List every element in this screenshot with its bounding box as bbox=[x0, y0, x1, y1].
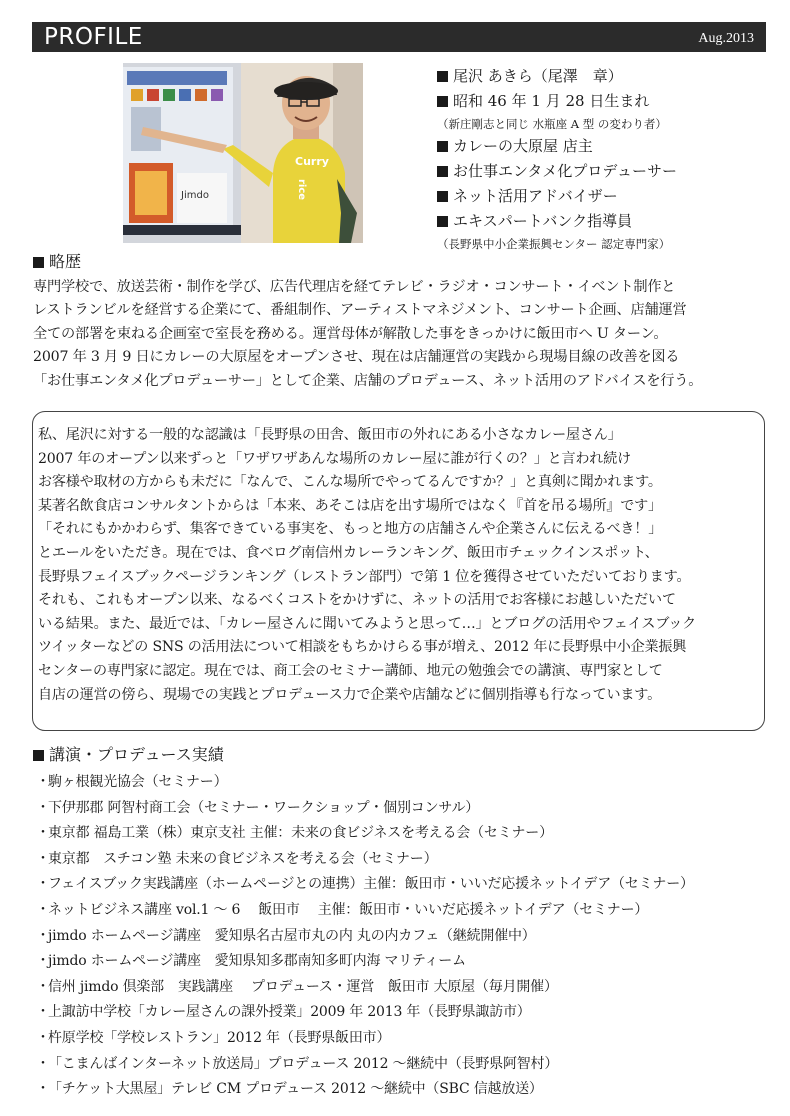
message-line: それも、これもオープン以来、なるべくコストをかけずに、ネットの活用でお客様にお越しいただいて bbox=[38, 592, 676, 609]
list-item: ・「こまんばインターネット放送局」プロデュース 2012 〜継続中（長野県阿智村） bbox=[36, 1052, 776, 1078]
career-line: 全ての部署を束ねる企画室で室長を務める。運営母体が解散した事をきっかけに飯田市へ U ターン。 bbox=[33, 325, 668, 342]
dot-bullet-icon: ・ bbox=[36, 774, 50, 790]
message-line: 「それにもかかわらず、集客できている事実を、もっと地方の店舗さんや企業さんに伝えるべき！」 bbox=[38, 521, 663, 538]
message-text bbox=[38, 424, 768, 707]
square-bullet-icon bbox=[437, 141, 448, 152]
square-bullet-icon bbox=[437, 216, 448, 227]
square-bullet-icon bbox=[437, 71, 448, 82]
dot-bullet-icon: ・ bbox=[36, 1029, 50, 1046]
header-date: Aug.2013 bbox=[698, 31, 754, 46]
message-line: 自店の運営の傍ら、現場での実践とプロデュース力で企業や店舗などに個別指導も行なっています。 bbox=[38, 686, 661, 703]
identity-note: （新庄剛志と同じ 水瓶座 A 型 の変わり者） bbox=[437, 117, 667, 131]
dot-bullet-icon: ・ bbox=[36, 927, 50, 944]
message-line: とエールをいただき。現在では、食べログ南信州カレーランキング、飯田市チェックインスポット、 bbox=[38, 544, 659, 561]
dot-bullet-icon: ・ bbox=[36, 1004, 50, 1021]
list-item: ・jimdo ホームページ講座 愛知県知多郡南知多町内海 マリティーム bbox=[36, 949, 776, 975]
profile-identity bbox=[437, 64, 767, 254]
dot-bullet-icon: ・ bbox=[36, 850, 50, 867]
screen-text: Jimdo bbox=[181, 190, 209, 201]
works-list bbox=[36, 770, 776, 1103]
list-item: ・上諏訪中学校「カレー屋さんの課外授業」2009 年 2013 年（長野県諏訪市） bbox=[36, 1000, 776, 1026]
identity-line: お仕事エンタメ化プロデューサー bbox=[437, 159, 767, 184]
list-item: ・東京都 福島工業（株）東京支社 主催：未来の食ビジネスを考える会（セミナー） bbox=[36, 821, 776, 847]
identity-line: 尾沢 あきら（尾澤 章） bbox=[437, 64, 767, 89]
list-item: ・「チケット大黒屋」テレビ CM プロデュース 2012 〜継続中（SBC 信越放送） bbox=[36, 1077, 776, 1103]
identity-note: （長野県中小企業振興センター 認定専門家） bbox=[437, 237, 671, 251]
dot-bullet-icon: ・ bbox=[36, 825, 50, 842]
shirt-text-rice: rice bbox=[296, 179, 307, 201]
career-line: 専門学校で、放送芸術・制作を学び、広告代理店を経てテレビ・ラジオ・コンサート・イベント制作と bbox=[33, 279, 676, 295]
dot-bullet-icon: ・ bbox=[36, 978, 50, 995]
career-text bbox=[33, 276, 773, 393]
career-line: 「お仕事エンタメ化プロデューサー」として企業、店舗のプロデュース、ネット活用のアドバイスを行う。 bbox=[33, 372, 703, 389]
list-item: ・信州 jimdo 倶楽部 実践講座 プロデュース・運営 飯田市 大原屋（毎月開催） bbox=[36, 975, 776, 1001]
message-line: 2007 年のオープン以来ずっと「ワザワザあんな場所のカレー屋に誰が行くの？」と言われ続け bbox=[38, 450, 631, 467]
career-line: 2007 年 3 月 9 日にカレーの大原屋をオープンさせ、現在は店舗運営の実践から現場目線の改善を図る bbox=[33, 349, 680, 366]
profile-header bbox=[32, 22, 766, 52]
profile-photo bbox=[123, 63, 363, 243]
square-bullet-icon bbox=[437, 191, 448, 202]
message-line: 某著名飲食店コンサルタントからは「本来、あそこは店を出す場所ではなく『首を吊る場所』です」 bbox=[38, 497, 662, 514]
message-line: お客様や取材の方からも未だに「なんで、こんな場所でやってるんですか？」と真剣に聞かれます。 bbox=[38, 474, 662, 491]
list-item: ・ネットビジネス講座 vol.1 〜 6 飯田市 主催：飯田市・いいだ応援ネットイデア（セミナー） bbox=[36, 898, 776, 924]
page-title: PROFILE bbox=[44, 24, 143, 50]
message-line: 私、尾沢に対する一般的な認識は「長野県の田舎、飯田市の外れにある小さなカレー屋さん」 bbox=[38, 427, 622, 443]
list-item: ・東京都 スチコン塾 未来の食ビジネスを考える会（セミナー） bbox=[36, 847, 776, 873]
identity-line: 昭和 46 年 1 月 28 日生まれ bbox=[437, 89, 767, 114]
square-bullet-icon bbox=[33, 257, 44, 268]
identity-line: ネット活用アドバイザー bbox=[437, 184, 767, 209]
list-item: ・駒ヶ根観光協会（セミナー） bbox=[36, 770, 776, 796]
dot-bullet-icon: ・ bbox=[36, 799, 50, 816]
dot-bullet-icon: ・ bbox=[36, 1081, 50, 1098]
message-line: いる結果。また、最近では、「カレー屋さんに聞いてみようと思って…」とブログの活用やフェイスブック bbox=[38, 615, 697, 632]
message-line: 長野県フェイスブックページランキング（レストラン部門）で第 1 位を獲得させていただいております。 bbox=[38, 568, 691, 585]
message-line: センターの専門家に認定。現在では、商工会のセミナー講師、地元の勉強会での講演、専門家として bbox=[38, 662, 663, 679]
message-line: ツイッターなどの SNS の活用法について相談をもちかけらる事が増え、2012 年に長野県中小企業振興 bbox=[38, 639, 687, 656]
career-heading: 略歴 bbox=[33, 252, 81, 272]
shirt-text-curry: Curry bbox=[295, 155, 329, 168]
works-heading: 講演・プロデュース実績 bbox=[33, 745, 224, 765]
dot-bullet-icon: ・ bbox=[36, 1055, 50, 1072]
square-bullet-icon bbox=[33, 750, 44, 761]
dot-bullet-icon: ・ bbox=[36, 901, 50, 918]
list-item: ・杵原学校「学校レストラン」2012 年（長野県飯田市） bbox=[36, 1026, 776, 1052]
dot-bullet-icon: ・ bbox=[36, 953, 50, 970]
dot-bullet-icon: ・ bbox=[36, 876, 50, 893]
square-bullet-icon bbox=[437, 96, 448, 107]
career-line: レストランビルを経営する企業にて、番組制作、アーティストマネジメント、コンサート企画、店舗運営 bbox=[33, 302, 687, 319]
identity-line: カレーの大原屋 店主 bbox=[437, 134, 767, 159]
list-item: ・フェイスブック実践講座（ホームページとの連携）主催：飯田市・いいだ応援ネットイデア（セミナー） bbox=[36, 872, 776, 898]
square-bullet-icon bbox=[437, 166, 448, 177]
list-item: ・下伊那郡 阿智村商工会（セミナー・ワークショップ・個別コンサル） bbox=[36, 796, 776, 822]
list-item: ・jimdo ホームページ講座 愛知県名古屋市丸の内 丸の内カフェ（継続開催中） bbox=[36, 924, 776, 950]
identity-line: エキスパートバンク指導員 bbox=[437, 209, 767, 234]
